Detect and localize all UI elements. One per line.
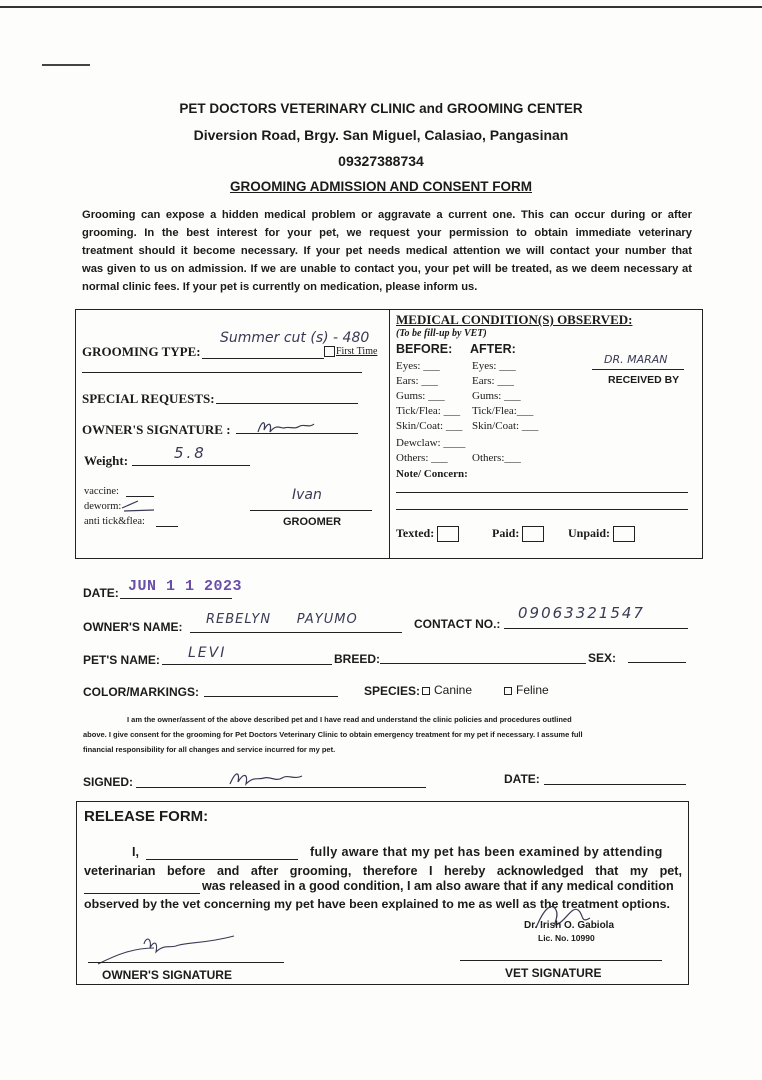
signed-date-line <box>544 784 686 785</box>
scan-mark <box>42 64 90 66</box>
signed-label: SIGNED: <box>83 775 134 789</box>
grooming-type-value[interactable]: Summer cut (s) - 480 <box>220 330 370 346</box>
vet-license: Lic. No. 10990 <box>538 933 595 943</box>
canine-option[interactable]: Canine <box>422 683 472 697</box>
before-item-ears: Ears: ___ <box>396 375 438 387</box>
clinic-phone: 09327388734 <box>338 153 424 169</box>
date-line <box>120 598 232 599</box>
signed-signature <box>226 766 306 790</box>
after-label: AFTER: <box>470 342 516 356</box>
intro-line: grooming. In the best interest for your pet, we request your permission to obtain immediate veterinary <box>82 227 692 239</box>
pet-name-label: PET'S NAME: <box>83 653 160 667</box>
note-line-2 <box>396 509 688 510</box>
after-item-tick: Tick/Flea:___ <box>472 405 534 417</box>
vet-signature-scribble <box>530 898 600 938</box>
unpaid-field[interactable]: Unpaid: <box>568 526 635 542</box>
after-item-ears: Ears: ___ <box>472 375 514 387</box>
texted-checkbox[interactable] <box>437 526 459 542</box>
date-label: DATE: <box>83 586 119 600</box>
first-time-checkbox[interactable] <box>324 346 335 357</box>
feline-checkbox[interactable] <box>504 687 512 695</box>
before-label: BEFORE: <box>396 342 453 356</box>
after-item-others: Others:___ <box>472 452 521 464</box>
clinic-address: Diversion Road, Brgy. San Miguel, Calasiao, Pangasinan <box>193 127 569 143</box>
consent-line: above. I give consent for the grooming for Pet Doctors Veterinary Clinic to obtain emergency treatment for my pet if necessary. I assume full <box>83 730 583 739</box>
pet-name-line <box>162 664 332 665</box>
weight-line <box>132 465 250 466</box>
weight-label: Weight: <box>84 453 129 468</box>
vaccine-label: vaccine: <box>84 486 119 497</box>
after-item-gums: Gums: ___ <box>472 390 521 402</box>
grooming-type-label: GROOMING TYPE: <box>82 344 201 359</box>
vet-sig-line <box>460 960 662 961</box>
form-title: GROOMING ADMISSION AND CONSENT FORM <box>230 179 532 194</box>
intro-line: Grooming can expose a hidden medical problem or aggravate a current one. This can occur during or after <box>82 209 692 221</box>
release-text-3: was released in a good condition, I am also aware that if any medical condition <box>202 879 674 893</box>
sex-line <box>628 662 686 663</box>
texted-field[interactable]: Texted: <box>396 526 459 542</box>
deworm-check-mark <box>118 498 158 514</box>
release-owner-blank[interactable] <box>146 859 298 860</box>
intro-paragraph <box>82 206 692 296</box>
weight-value[interactable]: 5.8 <box>174 444 207 462</box>
paid-field[interactable]: Paid: <box>492 526 544 542</box>
after-item-eyes: Eyes: ___ <box>472 360 516 372</box>
grooming-type-line <box>202 358 324 359</box>
pet-name-value[interactable]: LEVI <box>188 645 227 661</box>
clinic-name: PET DOCTORS VETERINARY CLINIC and GROOMING CENTER <box>179 101 583 116</box>
first-time-label: First Time <box>336 346 378 357</box>
canine-checkbox[interactable] <box>422 687 430 695</box>
note-line-1 <box>396 492 688 493</box>
before-item-gums: Gums: ___ <box>396 390 445 402</box>
release-text-1: fully aware that my pet has been examined by attending <box>310 845 663 859</box>
owner-signature-caption: OWNER'S SIGNATURE <box>102 968 232 982</box>
owner-name-label: OWNER'S NAME: <box>83 620 183 634</box>
release-pet-blank[interactable] <box>84 893 200 894</box>
contact-value[interactable]: 09063321547 <box>518 604 645 622</box>
before-item-others: Others: ___ <box>396 452 448 464</box>
before-item-tick: Tick/Flea: ___ <box>396 405 461 417</box>
note-concern-label: Note/ Concern: <box>396 468 468 480</box>
intro-line: was given to us on admission. If we are unable to contact you, your pet will be treated, as we deem necessary at <box>82 263 692 275</box>
unpaid-checkbox[interactable] <box>613 526 635 542</box>
grooming-type-line-2 <box>82 372 362 373</box>
scan-edge-line <box>0 6 762 8</box>
groomer-line <box>250 510 372 511</box>
after-item-skin: Skin/Coat: ___ <box>472 420 539 432</box>
contact-line <box>504 628 688 629</box>
anti-tick-label: anti tick&flea: <box>84 516 145 527</box>
vet-fillup-note: (To be fill-up by VET) <box>396 328 487 339</box>
vaccine-line <box>126 496 154 497</box>
release-i: I, <box>132 845 139 859</box>
before-item-skin: Skin/Coat: ___ <box>396 420 463 432</box>
owner-release-sig-line <box>88 962 284 963</box>
sex-label: SEX: <box>588 651 617 665</box>
special-requests-label: SPECIAL REQUESTS: <box>82 391 215 406</box>
date-stamp: JUN 1 1 2023 <box>128 578 243 595</box>
owner-signature-label: OWNER'S SIGNATURE : <box>82 422 231 437</box>
intro-line: treatment should it become necessary. If your pet needs medical attention we will contact your number that <box>82 245 692 257</box>
anti-tick-line <box>156 526 178 527</box>
color-markings-label: COLOR/MARKINGS: <box>83 685 199 699</box>
breed-label: BREED: <box>334 652 381 666</box>
release-line-2: veterinarian before and after grooming, therefore I hereby acknowledged that my pet, <box>84 864 682 878</box>
owner-name-value[interactable]: REBELYN PAYUMO <box>206 612 358 627</box>
owner-signature-scribble <box>254 416 318 438</box>
consent-line: financial responsibility for all changes and service incurred for my pet. <box>83 745 336 754</box>
deworm-label: deworm: <box>84 501 122 512</box>
release-line-4: observed by the vet concerning my pet have been explained to me as well as the treatment options. <box>84 897 670 911</box>
received-by-label: RECEIVED BY <box>608 374 680 386</box>
received-by-value[interactable]: DR. MARAN <box>604 353 668 366</box>
groomer-name[interactable]: Ivan <box>292 487 322 503</box>
before-item-eyes: Eyes: ___ <box>396 360 440 372</box>
vet-name: Dr. Irish O. Gabiola <box>524 920 615 931</box>
special-requests-line <box>216 403 358 404</box>
species-label: SPECIES: <box>364 684 421 698</box>
paid-checkbox[interactable] <box>522 526 544 542</box>
groomer-label: GROOMER <box>283 516 342 528</box>
box-divider <box>389 309 390 559</box>
owner-name-line <box>190 632 402 633</box>
intro-line: normal clinic fees. If your pet is currently on medication, please inform us. <box>82 281 478 293</box>
color-markings-line <box>204 696 338 697</box>
medical-condition-title: MEDICAL CONDITION(S) OBSERVED: <box>396 312 633 327</box>
received-by-line <box>592 369 684 370</box>
signed-date-label: DATE: <box>504 772 540 786</box>
contact-label: CONTACT NO.: <box>414 617 501 631</box>
release-form-title: RELEASE FORM: <box>84 808 209 825</box>
consent-paragraph <box>83 712 689 757</box>
feline-option[interactable]: Feline <box>504 683 549 697</box>
vet-signature-caption: VET SIGNATURE <box>505 966 602 980</box>
breed-line <box>380 663 586 664</box>
before-item-dewclaw: Dewclaw: ____ <box>396 437 466 449</box>
consent-line: I am the owner/assent of the above described pet and I have read and understand the clinic policies and procedures outlined <box>127 715 572 724</box>
